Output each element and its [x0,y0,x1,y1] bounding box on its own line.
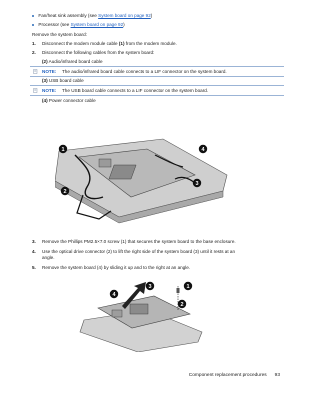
step-number: 4. [32,249,36,254]
sub-item [42,78,84,84]
note-text: The audio/infrared board cable connects to a LIF connector on the system board. [62,68,227,74]
chip-shape [99,159,111,167]
remove-intro: Remove the system board: [32,32,87,37]
cross-reference-link[interactable]: System board on page 92 [98,13,151,18]
step-text: Disconnect the following cables from the system board: [42,50,155,55]
callout-number: 3 [195,180,199,187]
step-text: Remove the Phillips PM2.5×7.0 screw (1) that secures the system board to the base enclosure. [42,239,236,244]
bullet-text: Processor (see [38,22,71,27]
system-board-removal-illustration [78,280,208,352]
step-text-part: Disconnect the modem module cable [42,41,119,46]
step-number: 5. [32,265,36,270]
page-number: 93 [274,373,280,378]
bullet-dot [32,15,34,17]
bullet-item [32,22,125,28]
page-footer [189,373,280,379]
step-text: Remove the system board (4) by sliding it up and to the right at an angle. [42,265,191,270]
step-text [42,41,282,47]
system-board-cables-illustration [55,135,230,225]
callout-number: 1 [61,146,65,153]
footer-section-title: Component replacement procedures [188,373,267,378]
note-box [30,85,284,96]
callout-ref: (1) [118,41,125,46]
sub-item-text: Power connector cable [47,98,96,103]
screw-shape [177,288,180,293]
callout-number: 1 [186,283,190,290]
step-number: 1. [32,41,36,46]
sub-item-text: USB board cable [47,78,84,83]
callout-number: 2 [63,188,67,195]
step-text: Use the optical drive connector (2) to lift the right side of the system board (3) until it rests at an [42,249,236,254]
note-text: The USB board cable connects to a LIF connector on the system board. [62,87,209,93]
bullet-item [32,13,152,19]
bullet-text-end: ) [123,22,125,27]
callout-number: 4 [201,146,205,153]
step-number: 3. [32,239,36,244]
note-icon [33,88,38,93]
note-icon [33,69,38,74]
callout-number: 4 [112,291,116,298]
note-label: NOTE: [42,68,57,74]
note-box [30,66,284,77]
step-number: 2. [32,50,36,55]
callout-number: 3 [148,283,152,290]
bullet-text: Fan/heat sink assembly (see [38,13,99,18]
bullet-dot [32,24,34,26]
cross-reference-link[interactable]: System board on page 92 [70,22,124,27]
sub-item-text: Audio/infrared board cable [47,59,103,64]
sub-item [42,59,103,65]
step-text-part: from the modem module. [124,41,177,46]
chip-shape [112,310,122,317]
callout-number: 2 [180,301,184,308]
sub-item [42,98,96,104]
callout-ref: (3) [42,78,48,83]
note-label: NOTE: [42,87,57,93]
heatsink-shape [130,304,148,314]
callout-ref: (2) [42,59,48,64]
step-text-continuation: angle. [42,255,55,260]
callout-ref: (4) [42,98,48,103]
bullet-text-end: ) [150,13,153,18]
